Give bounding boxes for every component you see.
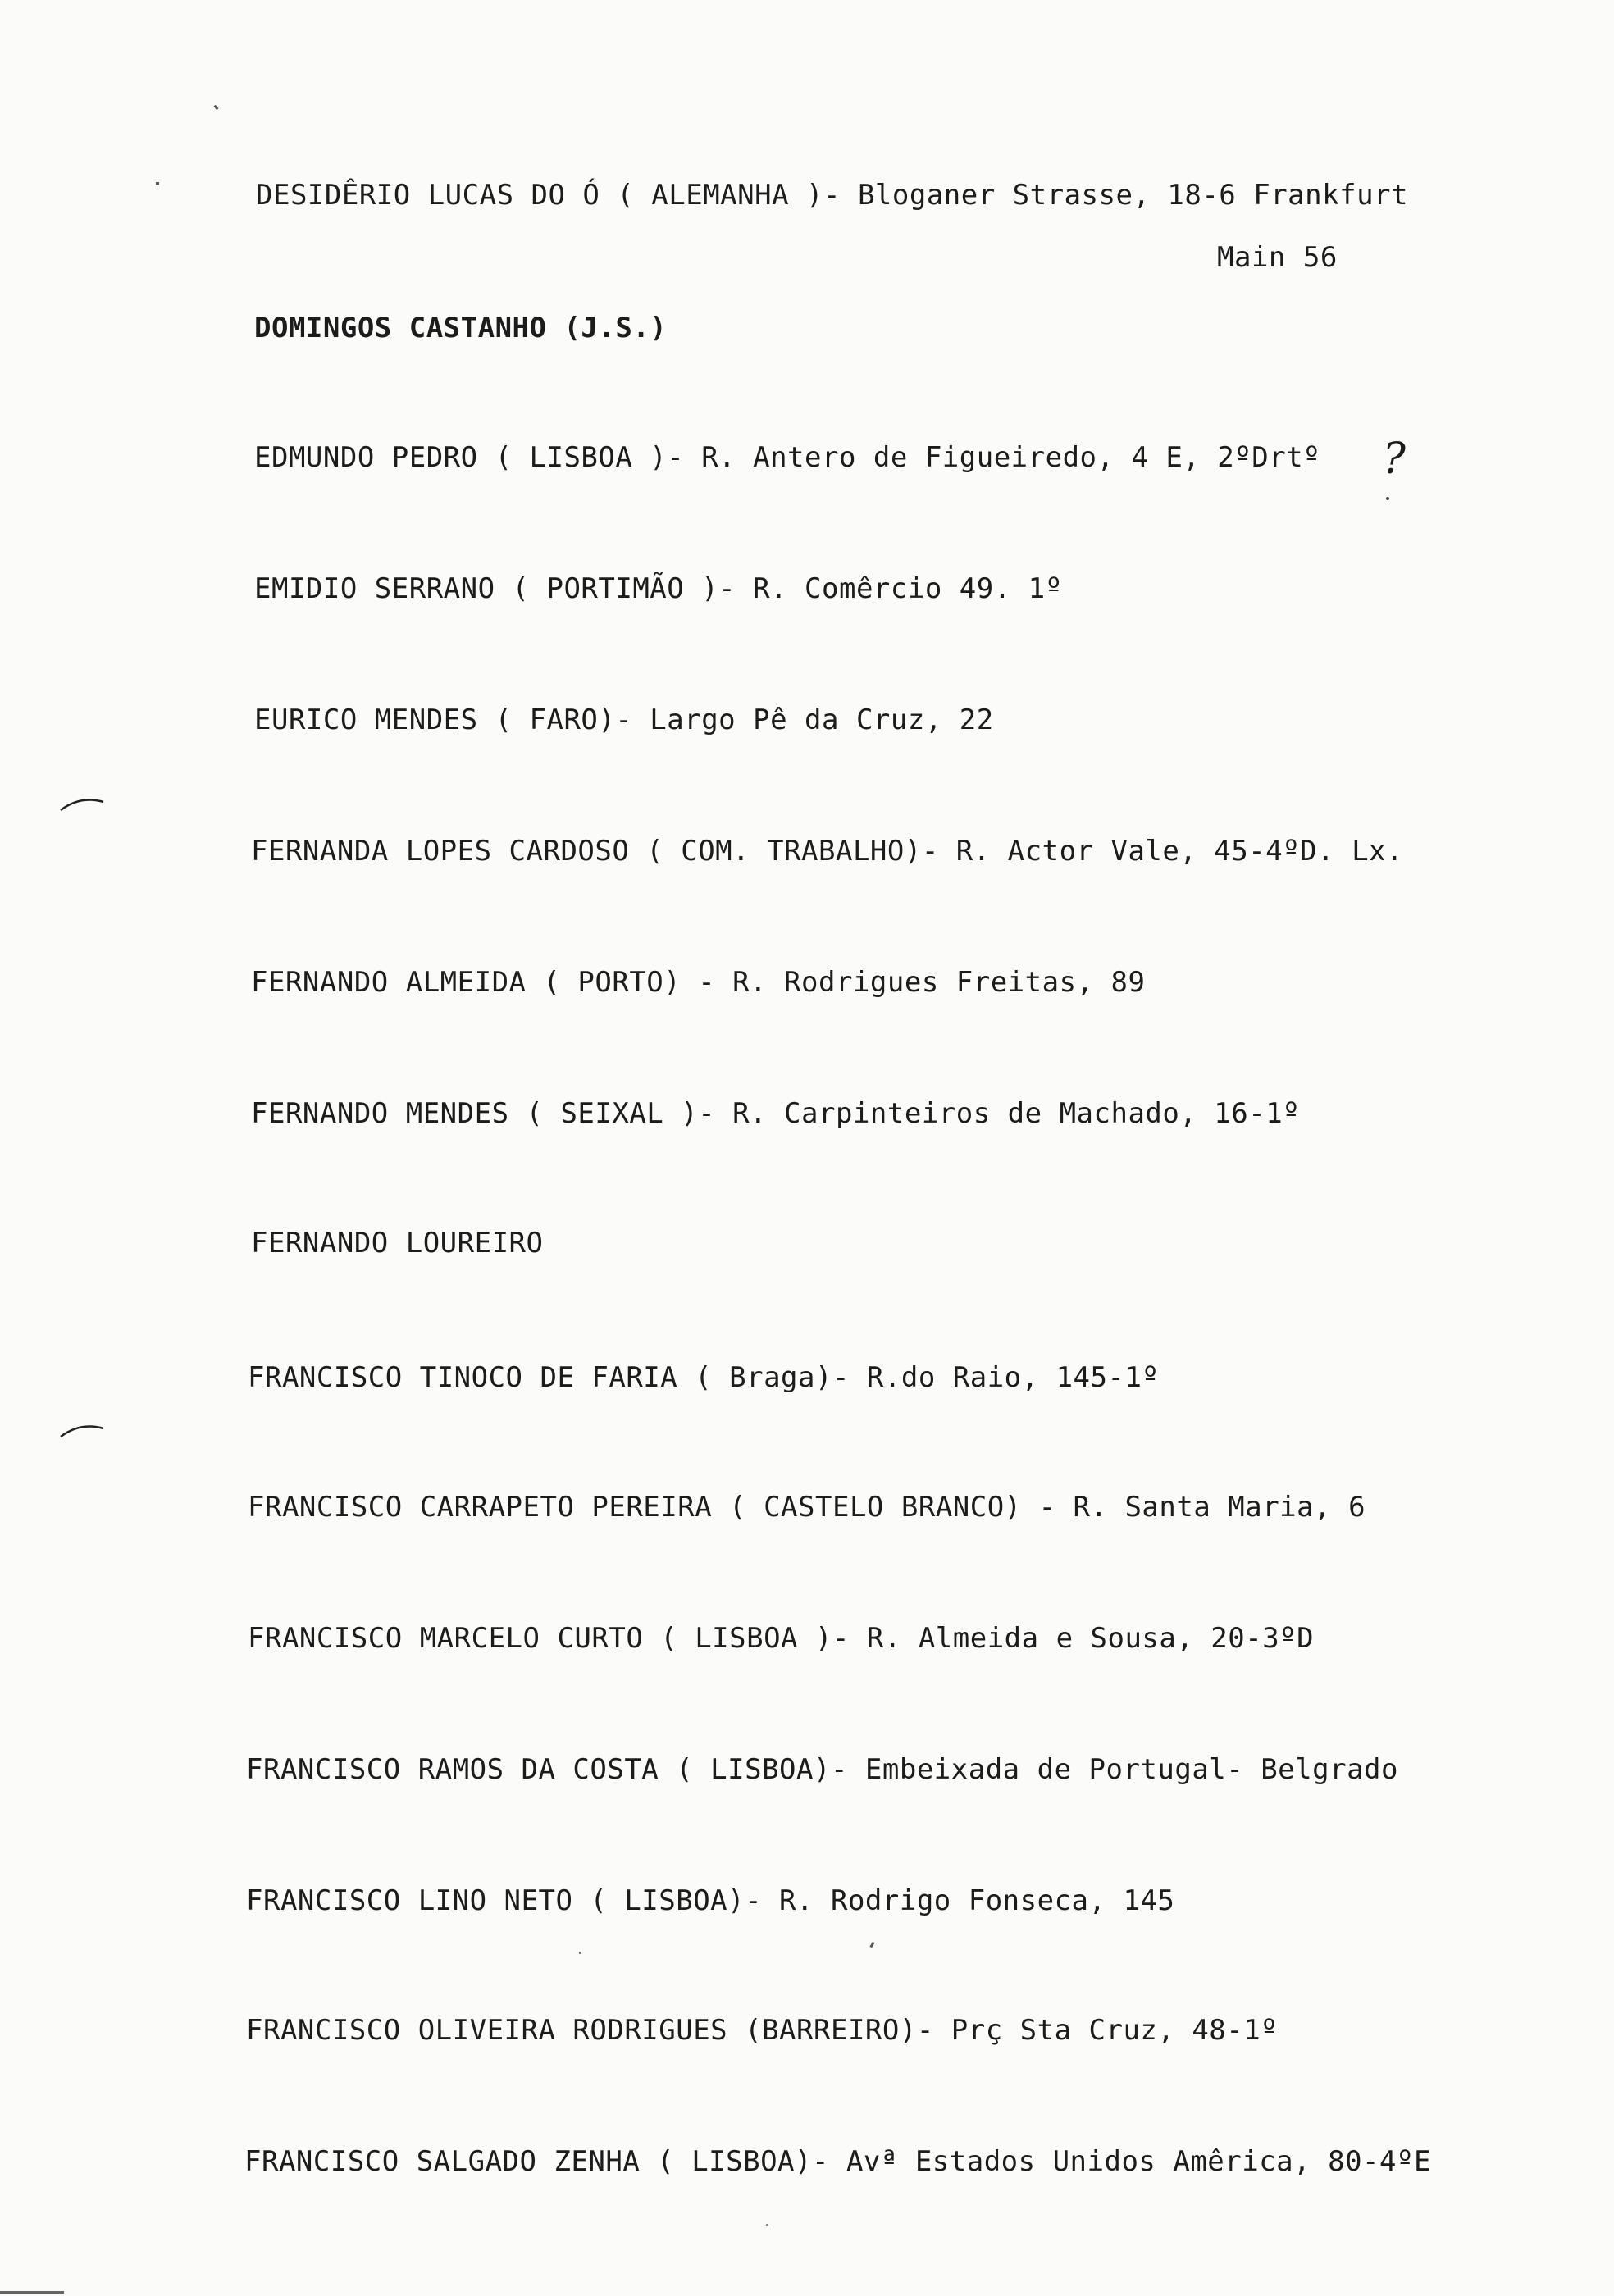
entry-fernando-almeida: FERNANDO ALMEIDA ( PORTO) - R. Rodrigues Freitas, 89 — [251, 966, 1146, 999]
stray-speck — [1386, 497, 1389, 500]
stray-speck — [156, 182, 159, 184]
entry-francisco-ramos-da-costa: FRANCISCO RAMOS DA COSTA ( LISBOA)- Embeixada de Portugal- Belgrado — [246, 1753, 1398, 1786]
punch-hole-mark-lower — [57, 1420, 107, 1440]
entry-fernanda-lopes-cardoso: FERNANDA LOPES CARDOSO ( COM. TRABALHO)- R. Actor Vale, 45-4ºD. Lx. — [251, 835, 1403, 868]
entry-fernando-loureiro: FERNANDO LOUREIRO — [251, 1227, 544, 1260]
entry-desiderio-lucas-continuation: Main 56 — [1217, 241, 1338, 274]
punch-hole-mark-upper — [57, 794, 107, 813]
entry-domingos-castanho: DOMINGOS CASTANHO (J.S.) — [254, 312, 668, 344]
stray-speck — [579, 1952, 581, 1954]
entry-francisco-carrapeto-pereira: FRANCISCO CARRAPETO PEREIRA ( CASTELO BRANCO) - R. Santa Maria, 6 — [248, 1491, 1366, 1524]
entry-francisco-marcelo-curto: FRANCISCO MARCELO CURTO ( LISBOA )- R. Almeida e Sousa, 20-3ºD — [248, 1622, 1315, 1655]
entry-francisco-lino-neto: FRANCISCO LINO NETO ( LISBOA)- R. Rodrigo Fonseca, 145 — [246, 1884, 1175, 1917]
entry-emidio-serrano: EMIDIO SERRANO ( PORTIMÃO )- R. Comêrcio 49. 1º — [254, 572, 1063, 605]
entry-fernando-mendes: FERNANDO MENDES ( SEIXAL )- R. Carpinteiros de Machado, 16-1º — [251, 1097, 1301, 1130]
entry-francisco-salgado-zenha: FRANCISCO SALGADO ZENHA ( LISBOA)- Avª Estados Unidos Amêrica, 80-4ºE — [244, 2145, 1431, 2178]
stray-speck — [766, 2224, 768, 2226]
entry-eurico-mendes: EURICO MENDES ( FARO)- Largo Pê da Cruz, 22 — [254, 704, 994, 736]
stray-speck — [213, 105, 218, 111]
handwritten-question-mark: ? — [1383, 435, 1407, 484]
bottom-edge-smudge — [0, 2291, 64, 2294]
stray-speck — [869, 1942, 874, 1948]
entry-desiderio-lucas: DESIDÊRIO LUCAS DO Ó ( ALEMANHA )- Bloganer Strasse, 18-6 Frankfurt — [256, 179, 1408, 212]
entry-francisco-oliveira-rodrigues: FRANCISCO OLIVEIRA RODRIGUES (BARREIRO)- Prç Sta Cruz, 48-1º — [246, 2014, 1279, 2047]
entry-edmundo-pedro: EDMUNDO PEDRO ( LISBOA )- R. Antero de Figueiredo, 4 E, 2ºDrtº — [254, 441, 1321, 474]
entry-francisco-tinoco-de-faria: FRANCISCO TINOCO DE FARIA ( Braga)- R.do Raio, 145-1º — [248, 1361, 1160, 1394]
